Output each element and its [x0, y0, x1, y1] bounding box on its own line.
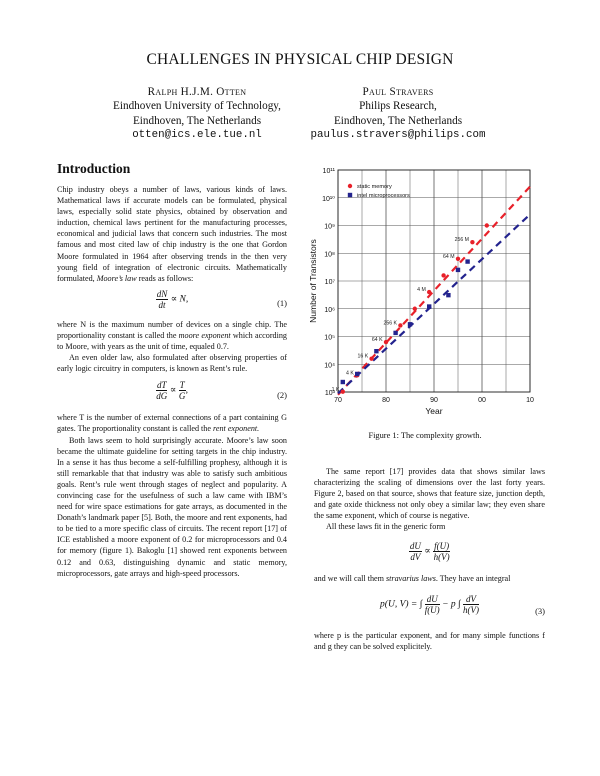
- y-tick-label: 10⁶: [324, 306, 335, 314]
- data-point-memory: [456, 257, 460, 261]
- legend-marker-micro: [348, 193, 352, 197]
- y-tick-label: 10¹⁰: [322, 195, 335, 203]
- fraction: [433, 541, 450, 562]
- equation-rhs: ∝ N,: [170, 294, 189, 305]
- y-tick-label: 10⁴: [324, 362, 335, 370]
- text: which according to Moore, with years as the unit of time, equaled 0.7.: [57, 330, 287, 352]
- equation-number: (1): [277, 297, 287, 308]
- data-point-memory: [413, 307, 417, 311]
- paragraph: [57, 184, 287, 284]
- fraction: [463, 594, 479, 615]
- x-tick-label: 00: [478, 397, 486, 404]
- equation-middle: − p ∫: [442, 599, 461, 610]
- proportional-sign: ∝: [169, 386, 177, 396]
- section-heading: Introduction: [57, 161, 131, 176]
- denominator: f(U): [424, 604, 440, 615]
- author-email[interactable]: otten@ics.ele.tue.nl: [132, 129, 262, 142]
- paragraph: [57, 412, 287, 434]
- data-point-memory: [384, 340, 388, 344]
- legend-label: intel microprocessors: [357, 193, 410, 199]
- data-point-micro: [355, 372, 359, 376]
- y-tick-label: 10⁸: [324, 251, 335, 259]
- data-point-memory: [398, 323, 402, 327]
- numerator: dU: [409, 540, 421, 551]
- numerator: dV: [463, 594, 479, 605]
- denominator: G: [178, 391, 186, 402]
- author-affiliation: Eindhoven University of Technology,: [113, 100, 281, 113]
- equation-generic: [314, 541, 545, 573]
- figure-caption: Figure 1: The complexity growth.: [368, 431, 482, 440]
- paragraph: [57, 319, 287, 352]
- text: Chip industry obeys a number of laws, various kinds of laws. Mathematical laws if accurate models can be formulated, physical laws, especially solid state physics, obtained by observation and induction, chemical laws pertinent for the manufacturing processes, economical and judicial laws that concern such industries. The most famous and most cited law of chip industry is the one that Gordon Moore formulated in 1964 after observing trends in the then very young field of integration of electronic circuits. Mathematically formulated,: [57, 185, 287, 283]
- x-tick-label: 10: [526, 397, 534, 404]
- y-tick-label: 10⁵: [324, 334, 335, 342]
- author-location: Eindhoven, The Netherlands: [333, 114, 463, 127]
- x-tick-label: 80: [382, 397, 390, 404]
- fraction: [156, 289, 169, 310]
- text: where T is the number of external connections of a part containing G gates. The proportionality constant is called the: [57, 413, 287, 434]
- author-name: Ralph H.J.M. Otten: [147, 86, 247, 98]
- legend-marker-memory: [348, 184, 352, 188]
- data-point-memory: [427, 290, 431, 294]
- point-annotation: 256 M: [454, 237, 469, 244]
- numerator: dT: [156, 380, 167, 391]
- text: . They have an integral: [435, 573, 511, 583]
- paragraph: An even older law, also formulated after observing properties of early logic circuitry in computers, is known as Rent’s rule.: [57, 353, 287, 374]
- data-point-micro: [393, 331, 397, 335]
- point-annotation: 4 M: [417, 287, 426, 294]
- data-point-memory: [485, 223, 489, 227]
- equation-number: (3): [535, 605, 545, 616]
- x-tick-label: 90: [430, 397, 438, 404]
- denominator: h(V): [433, 551, 450, 562]
- author-email[interactable]: paulus.stravers@philips.com: [310, 129, 486, 142]
- y-tick-label: 10³: [324, 390, 335, 397]
- paper-title: CHALLENGES IN PHYSICAL CHIP DESIGN: [146, 51, 454, 68]
- paragraph: [314, 573, 545, 584]
- paragraph: All these laws fit in the generic form: [326, 522, 446, 532]
- transistor-growth-chart: [300, 162, 545, 424]
- paragraph: where p is the particular exponent, and for many simple functions f and g they can be solved explicitely.: [314, 630, 545, 651]
- data-point-micro: [446, 293, 450, 297]
- data-point-micro: [427, 304, 431, 308]
- denominator: dt: [158, 299, 166, 310]
- point-annotation: 64 M: [443, 253, 455, 260]
- numerator: f(U): [434, 540, 450, 551]
- text: where N is the maximum number of devices on a single chip. The proportionality constant is called the: [57, 319, 287, 340]
- right-column: [314, 466, 545, 652]
- equation-2: [57, 380, 287, 412]
- data-point-memory: [441, 273, 445, 277]
- point-annotation: 16 K: [357, 353, 369, 360]
- data-point-micro: [465, 259, 469, 263]
- numerator: T: [179, 380, 185, 391]
- emphasis: moore exponent: [178, 330, 231, 340]
- fraction: [178, 380, 189, 402]
- fraction: [156, 380, 168, 401]
- author-affiliation: Philips Research,: [359, 100, 437, 113]
- numerator: dN: [156, 288, 168, 299]
- equation-lhs: p(U, V) = ∫: [380, 599, 423, 610]
- data-point-micro: [341, 380, 345, 384]
- fraction: [425, 594, 440, 615]
- equation-3: [314, 594, 545, 630]
- denominator: dG: [156, 391, 168, 402]
- x-axis-label: Year: [425, 406, 443, 416]
- author-name: Paul Stravers: [362, 86, 434, 98]
- data-point-micro: [374, 349, 378, 353]
- author-location: Eindhoven, The Netherlands: [132, 114, 262, 127]
- text: reads as follows:: [138, 273, 194, 283]
- data-point-memory: [369, 357, 373, 361]
- paragraph: Both laws seem to hold surprisingly accurate. Moore’s law soon became the ultimate guideline for setting targets in the chip industry. In a sense it has thus become a self-fulfilling prophesy, although it is still remarkable that that industry was able to satisfy such ambitious goals. Rent’s rule went through stages of neglect and popularity. A convincing case for the usefulness of such a law came with IBM’s need for wire space estimations for gate arrays, as documented in the Donath’s landmark paper [5]. Both, the moore and rent exponents, had to be tied to a more specific class of circuits. The recent report [17] of ICE established a moore exponent of 0.2 for microprocessors and 0.4 for memory (figure 1). Bakoglu [1] showed rent exponents between 0.12 and 0.63, distinguishing dynamic and static memory, microprocessors, gate arrays and high-speed processors.: [57, 435, 287, 578]
- numerator: dU: [426, 593, 438, 604]
- author-block-2: [268, 85, 528, 143]
- emphasis: Moore’s law: [96, 273, 137, 283]
- point-annotation: 1 K: [331, 387, 340, 393]
- x-tick-label: 70: [334, 397, 342, 404]
- left-column: [57, 184, 287, 579]
- equation-1: [57, 289, 287, 319]
- y-tick-label: 10¹¹: [322, 168, 335, 175]
- y-tick-label: 10⁷: [324, 279, 335, 286]
- paragraph: The same report [17] provides data that shows similar laws characterizing the scaling of dimensions over the last forty years. Figure 2, based on that source, shows that feature size, junction depth, and gate oxide thickness not only obey a similar law; they even share the same exponent, which of course is negative.: [314, 467, 545, 521]
- proportional-sign: ∝: [424, 546, 431, 557]
- point-annotation: 64 K: [371, 337, 383, 344]
- y-axis-label: Number of Transistors: [308, 239, 318, 323]
- data-point-micro: [408, 322, 412, 326]
- equation-number: (2): [277, 390, 287, 401]
- legend-label: static memory: [357, 184, 392, 190]
- y-tick-label: 10⁹: [324, 223, 335, 231]
- data-point-memory: [341, 390, 345, 394]
- data-point-memory: [470, 240, 474, 244]
- point-annotation: 256 K: [383, 320, 397, 327]
- emphasis: stravarius laws: [385, 573, 436, 583]
- emphasis: rent exponent.: [213, 424, 260, 434]
- denominator: dV: [410, 551, 421, 562]
- comma: ,: [185, 386, 189, 396]
- point-annotation: 4 K: [346, 370, 354, 377]
- data-point-micro: [456, 268, 460, 272]
- text: and we will call them: [314, 573, 384, 583]
- denominator: h(V): [462, 604, 479, 615]
- fraction: [409, 541, 422, 562]
